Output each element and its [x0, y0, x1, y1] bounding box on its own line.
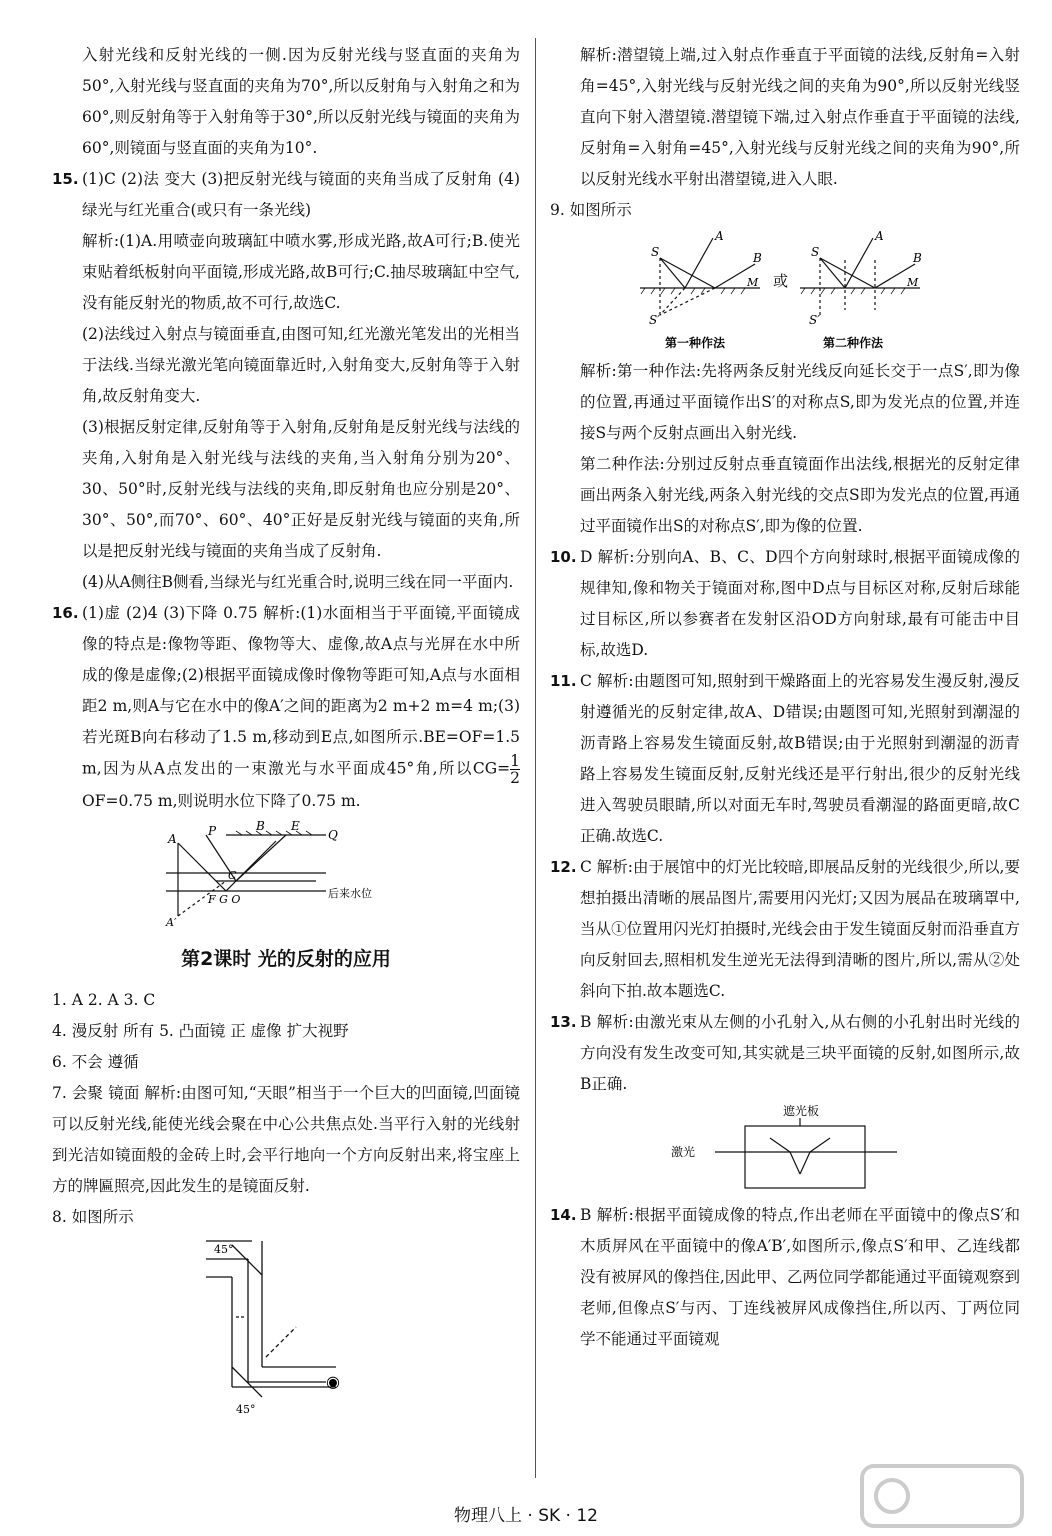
left-column	[52, 40, 520, 1429]
fraction	[510, 753, 520, 786]
label-Q: Q	[328, 828, 338, 842]
label-board: 遮光板	[783, 1104, 820, 1118]
answer-line: 1. A 2. A 3. C	[52, 991, 156, 1009]
label-S-prime: S′	[649, 313, 660, 327]
angle-label-bottom: 45°	[236, 1403, 256, 1416]
page-footer: 物理八上 · SK · 12	[454, 1506, 598, 1526]
question-12	[550, 852, 1020, 1007]
or-label: 或	[773, 272, 789, 290]
analysis-paragraph: (4)从A侧往B侧看,当绿光与红光重合时,说明三线在同一平面内.	[82, 573, 514, 591]
question-number: 10.	[550, 548, 577, 566]
question-number: 11.	[550, 672, 577, 690]
answer-line: 6. 不会 遵循	[52, 1053, 139, 1071]
right-column	[550, 40, 1020, 1355]
label-A: A	[168, 832, 177, 846]
fraction-denominator: 2	[510, 769, 520, 787]
label-P: P	[208, 824, 217, 838]
question-15	[52, 164, 520, 226]
eye-icon: ◉	[326, 1372, 340, 1391]
analysis-paragraph: 解析:第一种作法:先将两条反射光线反向延长交于一点S′,即为像的位置,再通过平面镜作出S′的对称点S,即为发光点的位置,并连接S与两个反射点画出入射光线.	[580, 362, 1020, 442]
periscope-figure	[186, 1237, 386, 1425]
answer-line: 4. 漫反射 所有 5. 凸面镜 正 虚像 扩大视野	[52, 1022, 349, 1040]
answer-text: OF=0.75 m,则说明水位下降了0.75 m.	[82, 792, 361, 810]
label-S: S	[651, 245, 660, 259]
analysis-paragraph: (2)法线过入射点与镜面垂直,由图可知,红光激光笔发出的光相当于法线.当绿光激光笔向镜面靠近时,入射角变大,反射角等于入射角,故反射角变大.	[82, 325, 520, 405]
reflection-methods-figure	[635, 230, 935, 352]
label-B: B	[753, 251, 762, 265]
paragraph: 入射光线和反射光线的一侧.因为反射光线与竖直面的夹角为50°,入射光线与竖直面的夹角为70°,所以反射角与入射角之和为60°,则反射角等于入射角等于30°,所以反射光线与镜面的夹角为60°,则镜面与竖直面的夹角为10°.	[82, 46, 520, 157]
analysis-paragraph: (3)根据反射定律,反射角等于入射角,反射角是反射光线与法线的夹角,入射角是入射光线与法线的夹角,当入射角分别为20°、30、50°时,反射光线与法线的夹角,即反射角也应分别是20°、30°、50°,而70°、60°、40°正好是反射光线与镜面的夹角,所以是把反射光线与镜面的夹角当成了反射角.	[82, 418, 520, 560]
question-11	[550, 666, 1020, 852]
question-number: 16.	[52, 604, 79, 622]
label-FGO: F G O	[208, 893, 241, 906]
caption-method-1: 第一种作法	[665, 336, 726, 350]
question-number: 15.	[52, 170, 79, 188]
analysis-paragraph: 解析:(1)A.用喷壶向玻璃缸中喷水雾,形成光路,故A可行;B.使光束贴着纸板射向平面镜,形成光路,故B可行;C.抽尽玻璃缸中空气,没有能反射光的物质,故不可行,故选C.	[82, 232, 520, 312]
question-number: 12.	[550, 858, 577, 876]
question-10	[550, 542, 1020, 666]
answer-text: B 解析:根据平面镜成像的特点,作出老师在平面镜中的像点S′和木质屏风在平面镜中的像A′B′,如图所示,像点S′和甲、乙连线都没有被屏风的像挡住,因此甲、乙两位同学都能通过平面镜观察到老师,但像点S′与丙、丁连线被屏风成像挡住,所以丙、丁两位同学不能通过平面镜观	[580, 1206, 1020, 1348]
label-B: B	[913, 251, 922, 265]
label-E: E	[291, 821, 300, 833]
answer-line: 9. 如图所示	[550, 201, 632, 219]
angle-label-top: 45°	[214, 1243, 234, 1256]
section-title: 第2课时 光的反射的应用	[181, 948, 391, 970]
question-14	[550, 1200, 1020, 1355]
analysis-paragraph: 解析:潜望镜上端,过入射点作垂直于平面镜的法线,反射角=入射角=45°,入射光线与反射光线之间的夹角为90°,所以反射光线竖直向下射入潜望镜.潜望镜下端,过入射点作垂直于平面镜的法线,反射角=入射角=45°,入射光线与反射光线之间的夹角为90°,所以反射光线水平射出潜望镜,进入人眼.	[580, 46, 1020, 188]
label-M: M	[747, 276, 759, 289]
fraction-numerator: 1	[510, 752, 520, 770]
answer-text: B 解析:由激光束从左侧的小孔射入,从右侧的小孔射出时光线的方向没有发生改变可知,其实就是三块平面镜的反射,如图所示,故B正确.	[580, 1013, 1020, 1093]
answer-line: 7. 会聚 镜面 解析:由图可知,“天眼”相当于一个巨大的凹面镜,凹面镜可以反射光线,能使光线会聚在中心公共焦点处.当平行入射的光线射到光洁如镜面般的金砖上时,会平行地向一个方向反射出来,将宝座上方的牌匾照亮,因此发生的是镜面反射.	[52, 1084, 520, 1195]
label-M: M	[907, 276, 919, 289]
label-B: B	[256, 821, 265, 833]
question-13	[550, 1007, 1020, 1100]
answer-text: D 解析:分别向A、B、C、D四个方向射球时,根据平面镜成像的规律知,像和物关于镜面对称,图中D点与目标区对称,反射后球能过目标区,所以参赛者在发射区沿OD方向射球,最有可能击中目标,故选D.	[580, 548, 1020, 659]
water-level-figure	[156, 821, 416, 931]
label-water-level: 后来水位	[328, 887, 372, 900]
answer-text: C 解析:由于展馆中的灯光比较暗,即展品反射的光线很少,所以,要想拍摄出清晰的展品图片,需要用闪光灯;又因为展品在玻璃罩中,当从①位置用闪光灯拍摄时,光线会由于发生镜面反射而沿垂直方向反射回去,照相机发生逆光无法得到清晰的图片,所以,需从②处斜向下拍.故本题选C.	[580, 858, 1020, 1000]
watermark-logo	[852, 1456, 1032, 1536]
caption-method-2: 第二种作法	[823, 336, 884, 350]
label-A: A	[875, 230, 884, 243]
label-S: S	[811, 245, 820, 259]
question-number: 13.	[550, 1013, 577, 1031]
laser-box-figure	[665, 1104, 905, 1196]
label-A-prime: A′	[166, 916, 177, 929]
answer-line: 8. 如图所示	[52, 1208, 134, 1226]
column-divider	[535, 38, 536, 1478]
answer-text: (1)虚 (2)4 (3)下降 0.75 解析:(1)水面相当于平面镜,平面镜成像的特点是:像物等距、像物等大、虚像,故A点与光屏在水中所成的像是虚像;(2)根据平面镜成像时像物等距可知,A点与水面相距2 m,则A与它在水中的像A′之间的距离为2 m+2 m=4 m;(3)若光斑B向右移动了1.5 m,移动到E点,如图所示.BE=OF=1.5 m,因为从A点发出的一束激光与水平面成45°角,所以CG=	[82, 604, 520, 778]
question-16	[52, 598, 520, 817]
answer-text: C 解析:由题图可知,照射到干燥路面上的光容易发生漫反射,漫反射遵循光的反射定律,故A、D错误;由题图可知,光照射到潮湿的沥青路上容易发生镜面反射,故B错误;由于光照射到潮湿的沥青路上容易发生镜面反射,反射光线还是平行射出,很少的反射光线进入驾驶员眼睛,所以对面无车时,驾驶员看潮湿的路面更暗,故C正确.故选C.	[580, 672, 1020, 845]
question-number: 14.	[550, 1206, 577, 1224]
label-A: A	[715, 230, 724, 243]
label-laser: 激光	[671, 1145, 696, 1159]
label-C: C	[228, 869, 237, 882]
label-S-prime: S′	[809, 313, 820, 327]
analysis-paragraph: 第二种作法:分别过反射点垂直镜面作出法线,根据光的反射定律画出两条入射光线,两条入射光线的交点S即为发光点的位置,再通过平面镜作出S的对称点S′,即为像的位置.	[580, 455, 1020, 535]
answer-text: (1)C (2)法 变大 (3)把反射光线与镜面的夹角当成了反射角 (4)绿光与红光重合(或只有一条光线)	[82, 170, 520, 219]
